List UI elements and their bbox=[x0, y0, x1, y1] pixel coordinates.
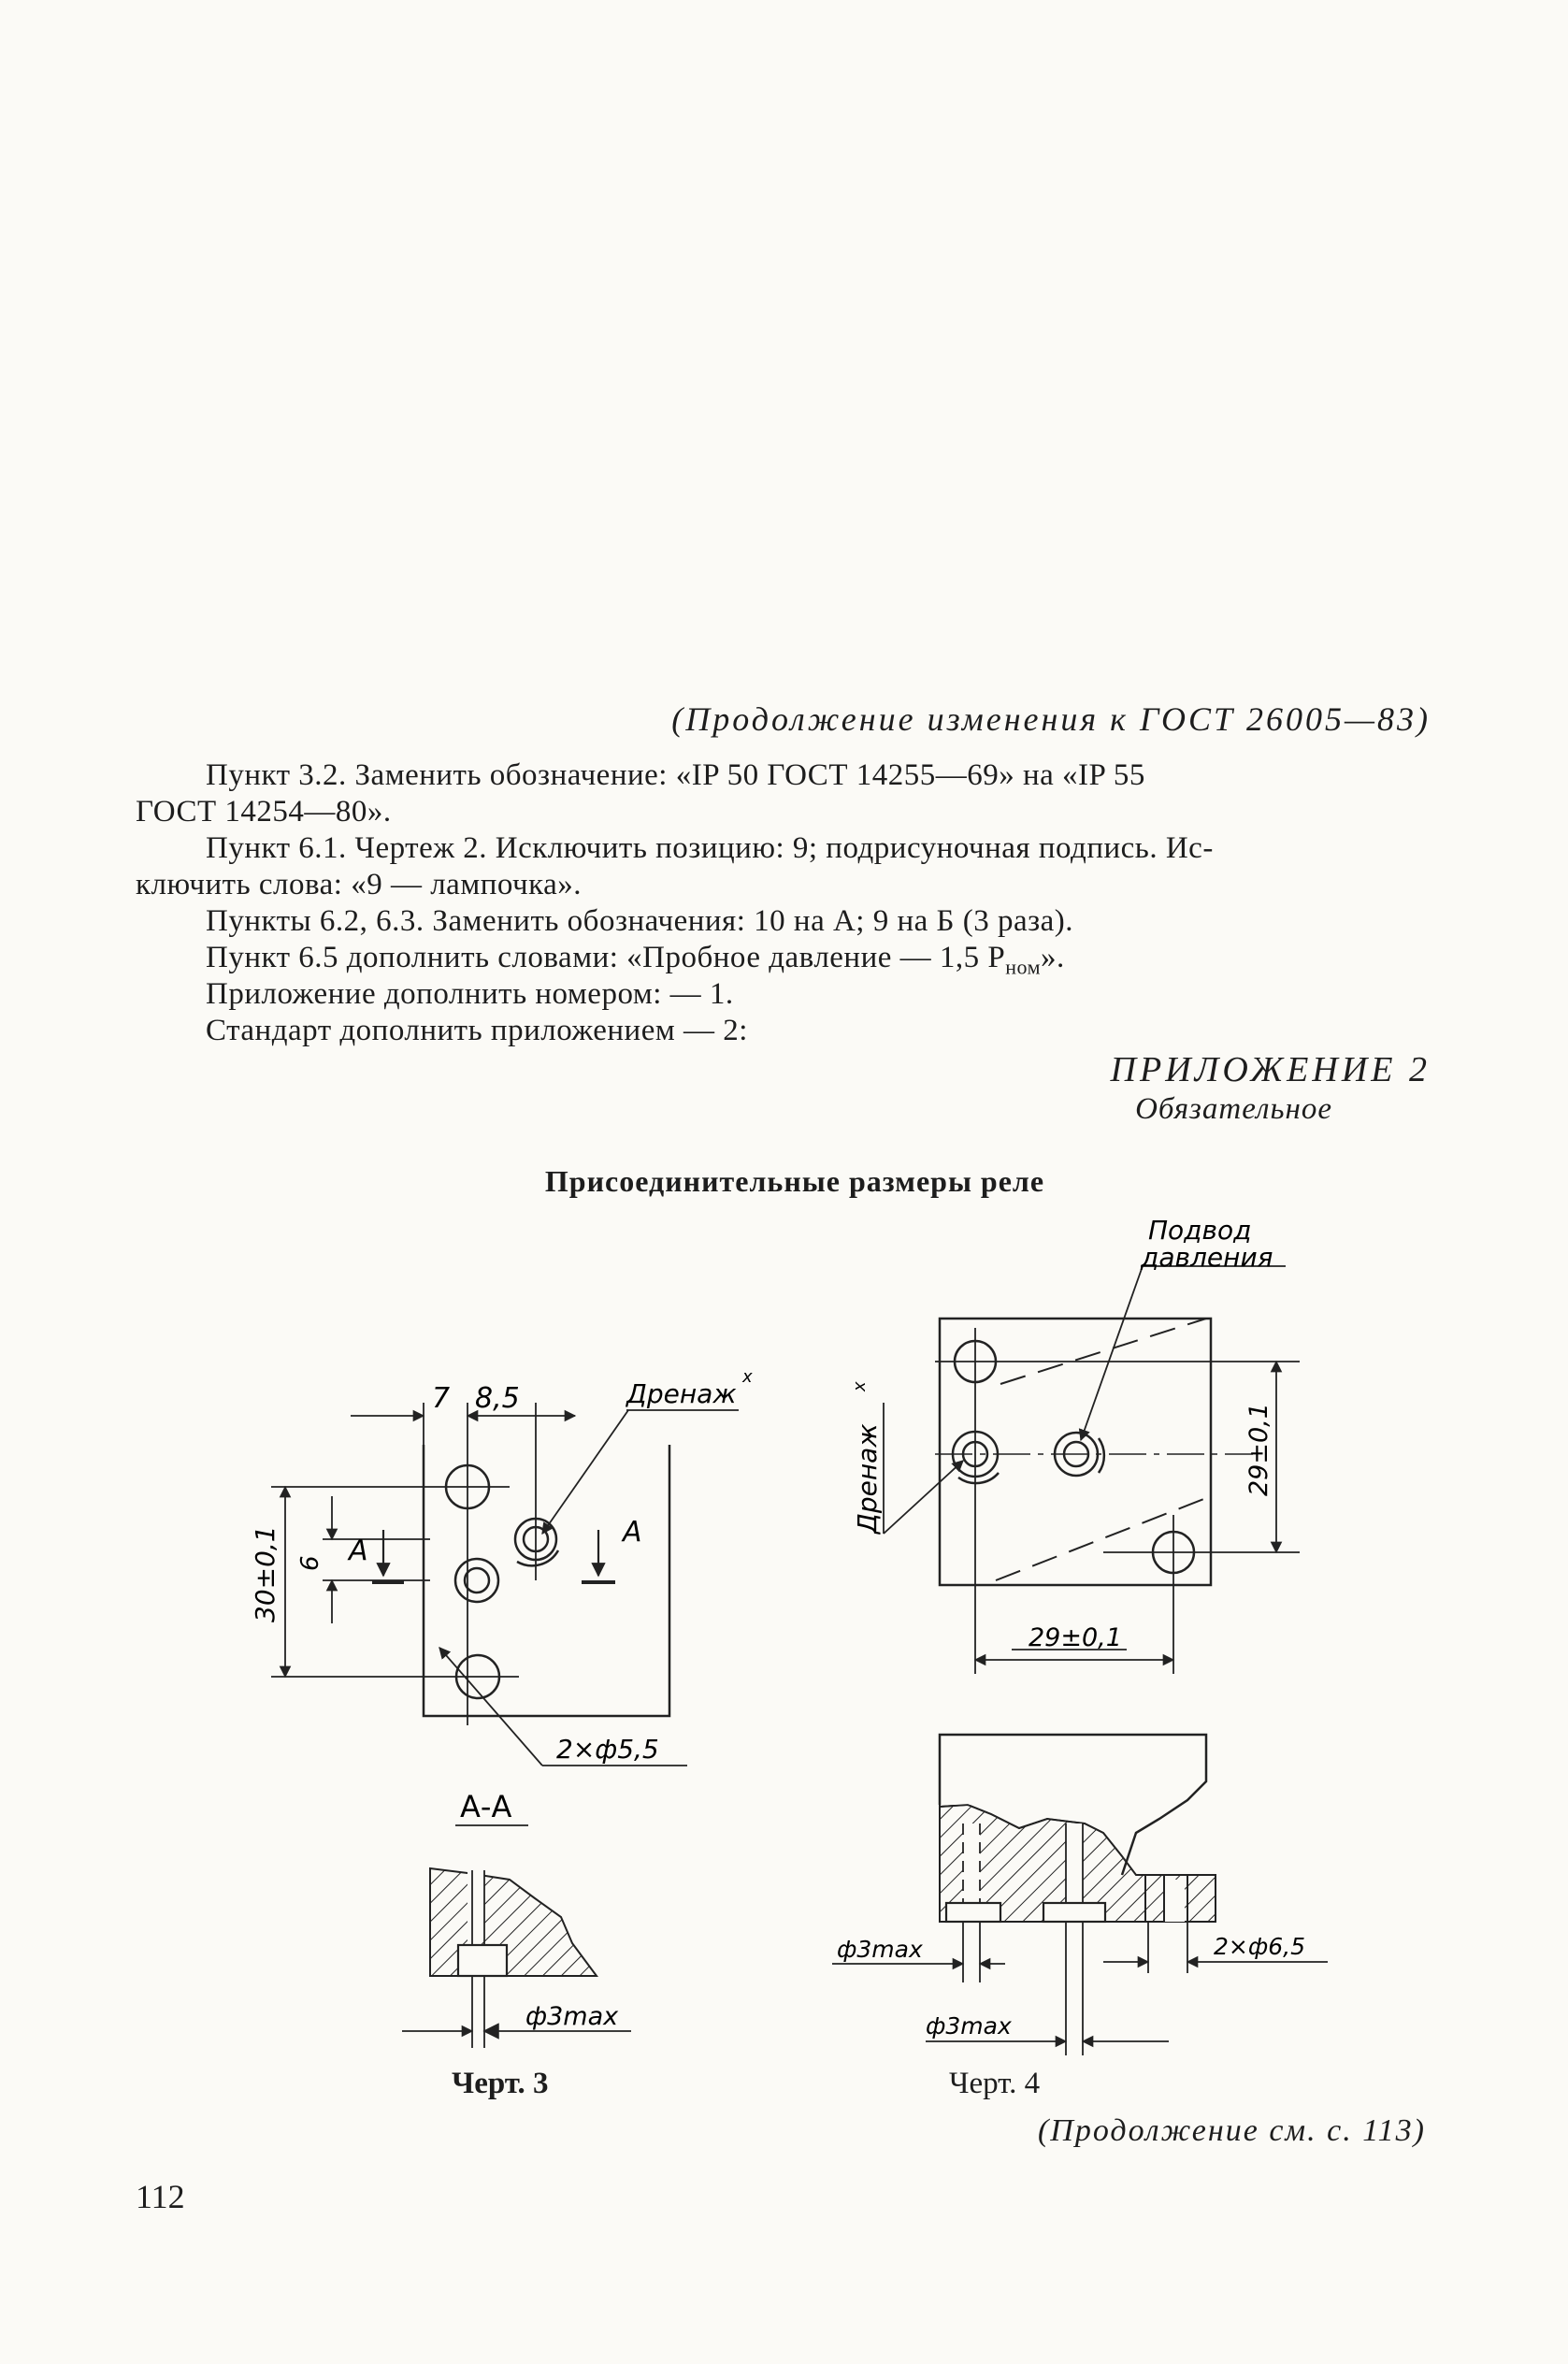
d4-drain-mark: x bbox=[850, 1381, 870, 1391]
p-nom-subscript: ном bbox=[1005, 955, 1042, 979]
d4-dim-3max-b: ф3max bbox=[926, 2012, 1012, 2040]
continuation-note: (Продолжение см. с. 113) bbox=[1037, 2113, 1426, 2148]
d3-section-a-right: А bbox=[623, 1516, 642, 1549]
d3-dim-8-5: 8,5 bbox=[475, 1382, 520, 1415]
page-number: 112 bbox=[136, 2178, 185, 2215]
d4-holes-label: 2×ф6,5 bbox=[1214, 1933, 1305, 1960]
caption-fig3: Черт. 3 bbox=[452, 2067, 549, 2100]
appendix-subtitle: Обязательное bbox=[1135, 1092, 1332, 1126]
d3-holes-label: 2×ф5,5 bbox=[556, 1734, 659, 1765]
d4-drain-label: Дренаж bbox=[852, 1423, 883, 1534]
d4-dim-29-vertical: 29±0,1 bbox=[1244, 1403, 1273, 1496]
d4-supply-label-1: Подвод bbox=[1148, 1215, 1252, 1246]
d3-drain-mark: x bbox=[742, 1367, 753, 1387]
d4-dim-3max-a: ф3max bbox=[837, 1936, 923, 1963]
drawing-section-title: Присоединительные размеры реле bbox=[544, 1164, 1045, 1198]
appendix-title: ПРИЛОЖЕНИЕ 2 bbox=[1110, 1050, 1431, 1089]
paragraph-6-5-text: Пункт 6.5 дополнить словами: «Пробное давление — 1,5 P bbox=[206, 941, 1006, 974]
paragraph-6-2: Пункты 6.2, 6.3. Заменить обозначения: 10 на А; 9 на Б (3 раза). bbox=[206, 904, 1074, 938]
d4-supply-label-2: давления bbox=[1141, 1242, 1273, 1273]
drawing3-plan bbox=[271, 1403, 739, 1766]
d3-dim-6: 6 bbox=[296, 1555, 324, 1571]
continuation-header: (Продолжение изменения к ГОСТ 26005—83) bbox=[671, 700, 1431, 738]
paragraph-6-1-line1: Пункт 6.1. Чертеж 2. Исключить позицию: 9; подрисуночная подпись. Ис- bbox=[206, 831, 1214, 865]
drawing4-section bbox=[832, 1735, 1328, 2055]
d3-dim-3max: ф3max bbox=[525, 2002, 619, 2031]
paragraph-6-5-end: ». bbox=[1041, 941, 1065, 974]
d3-drain-label: Дренаж bbox=[626, 1378, 737, 1409]
d3-dim-7: 7 bbox=[432, 1382, 451, 1415]
d4-dim-29-horizontal: 29±0,1 bbox=[1029, 1623, 1122, 1652]
drawing4-plan bbox=[884, 1266, 1300, 1674]
paragraph-6-1-line2: ключить слова: «9 — лампочка». bbox=[136, 868, 583, 901]
paragraph-3-2-line1: Пункт 3.2. Заменить обозначение: «IP 50 ГОСТ 14255—69» на «IP 55 bbox=[206, 758, 1145, 792]
caption-fig4: Черт. 4 bbox=[949, 2067, 1041, 2100]
d3-dim-30: 30±0,1 bbox=[250, 1525, 281, 1622]
d3-section-title: А-А bbox=[460, 1789, 512, 1824]
paragraph-appendix-number: Приложение дополнить номером: — 1. bbox=[206, 977, 734, 1011]
paragraph-standard-append: Стандарт дополнить приложением — 2: bbox=[206, 1014, 748, 1047]
paragraph-3-2-line2: ГОСТ 14254—80». bbox=[136, 795, 392, 829]
d3-section-a-left: А bbox=[349, 1535, 368, 1567]
